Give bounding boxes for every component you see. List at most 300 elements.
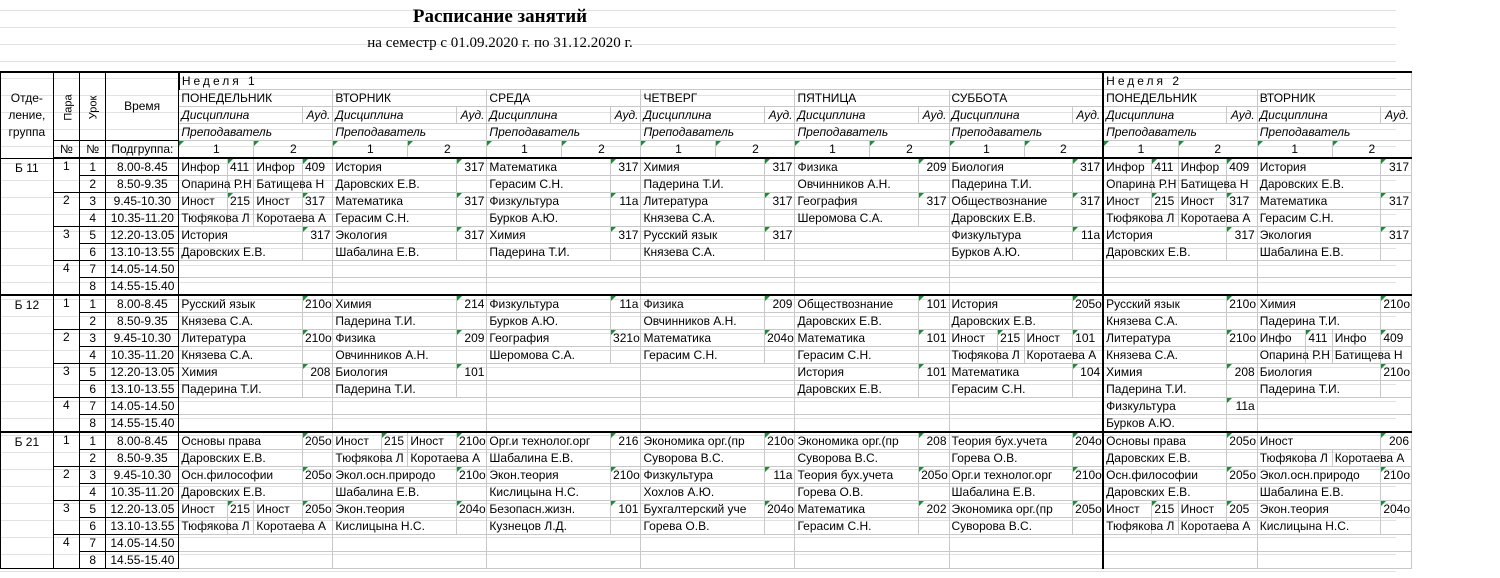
empty-cell[interactable] — [641, 398, 795, 415]
room-cell[interactable]: 317 — [765, 193, 795, 210]
subject-cell[interactable]: Даровских Е.В. — [1103, 484, 1227, 501]
room-cell[interactable]: 215 — [1152, 193, 1178, 210]
teacher-caption[interactable]: Преподаватель — [1103, 124, 1257, 141]
room-cell[interactable]: 101 — [919, 330, 949, 347]
subject-cell[interactable]: Экономика орг.(пр — [641, 432, 765, 450]
para-number[interactable]: 2 — [53, 193, 79, 227]
room-cell[interactable]: 204о — [1073, 432, 1104, 450]
subgroup-2[interactable]: 2 — [408, 141, 487, 159]
room-cell[interactable]: 11а — [765, 467, 795, 484]
subject-cell[interactable]: Физкультура — [1103, 398, 1227, 415]
subject-cell[interactable]: Инфор — [254, 158, 303, 176]
day-header[interactable]: СРЕДА — [487, 90, 641, 107]
empty-cell[interactable] — [641, 552, 795, 569]
discipline-caption[interactable]: Дисциплина — [949, 107, 1073, 124]
subject-cell[interactable]: Падерина Т.И. — [333, 313, 457, 330]
empty-cell[interactable] — [795, 261, 949, 278]
room-cell[interactable] — [302, 244, 332, 261]
subgroup-1[interactable]: 1 — [949, 141, 1024, 159]
subject-cell[interactable]: Теория бух.учета — [949, 432, 1073, 450]
room-cell[interactable] — [1227, 450, 1257, 467]
subject-cell[interactable]: История — [795, 364, 919, 381]
lesson-number[interactable]: 7 — [80, 261, 106, 278]
subject-cell[interactable]: Физика — [641, 295, 765, 313]
aud-caption[interactable]: Ауд. — [457, 107, 487, 124]
subject-cell[interactable]: Батищева Н — [1332, 347, 1381, 364]
subject-cell[interactable]: Тюфякова Л — [179, 518, 228, 535]
subject-cell[interactable]: Коротаева А — [1024, 347, 1073, 364]
subject-cell[interactable]: Безопасн.жизн. — [487, 501, 611, 518]
room-cell[interactable]: 101 — [1073, 330, 1104, 347]
empty-cell[interactable] — [1103, 535, 1257, 552]
room-cell[interactable]: 411 — [1152, 158, 1178, 176]
subject-cell[interactable]: Падерина Т.И. — [1257, 313, 1381, 330]
room-cell[interactable] — [765, 244, 795, 261]
empty-cell[interactable] — [487, 552, 641, 569]
subject-cell[interactable]: Тюфякова Л — [949, 347, 998, 364]
room-cell[interactable] — [765, 484, 795, 501]
subject-cell[interactable]: Математика — [949, 364, 1073, 381]
aud-caption[interactable]: Ауд. — [1073, 107, 1104, 124]
dept-header[interactable]: Отде- ление, группа — [1, 72, 54, 158]
subject-cell[interactable]: Иност — [408, 432, 457, 450]
lesson-time[interactable]: 14.05-14.50 — [106, 535, 179, 552]
subject-cell[interactable]: Даровских Е.В. — [795, 381, 919, 398]
aud-caption[interactable]: Ауд. — [302, 107, 332, 124]
room-cell[interactable]: 216 — [611, 432, 641, 450]
subgroup-1[interactable]: 1 — [487, 141, 562, 159]
room-cell[interactable] — [611, 450, 641, 467]
room-cell[interactable] — [1381, 313, 1412, 330]
room-cell[interactable]: 101 — [919, 295, 949, 313]
room-cell[interactable] — [611, 244, 641, 261]
subject-cell[interactable]: Математика — [487, 158, 611, 176]
empty-cell[interactable] — [795, 278, 949, 296]
room-cell[interactable]: 11а — [611, 193, 641, 210]
room-cell[interactable] — [1073, 176, 1104, 193]
room-cell[interactable]: 11а — [1073, 227, 1104, 244]
lesson-number[interactable]: 7 — [80, 398, 106, 415]
subject-cell[interactable]: Экономика орг.(пр — [949, 501, 1073, 518]
subject-cell[interactable]: Бухгалтерский уче — [641, 501, 765, 518]
lesson-time[interactable]: 13.10-13.55 — [106, 244, 179, 261]
lesson-time[interactable]: 13.10-13.55 — [106, 381, 179, 398]
lesson-number[interactable]: 8 — [80, 552, 106, 569]
subject-cell[interactable]: Русский язык — [641, 227, 765, 244]
room-cell[interactable]: 317 — [457, 193, 487, 210]
subject-cell[interactable]: Физика — [795, 158, 919, 176]
subject-cell[interactable]: Кислицына Н.С. — [333, 518, 457, 535]
lesson-time[interactable]: 10.35-11.20 — [106, 210, 179, 227]
subject-cell[interactable]: Орг.и технолог.орг — [949, 467, 1073, 484]
subject-cell[interactable]: Химия — [179, 364, 303, 381]
subject-cell[interactable]: Инфо — [1332, 330, 1381, 347]
room-cell[interactable] — [765, 210, 795, 227]
subject-cell[interactable]: Экология — [1257, 227, 1381, 244]
subject-cell[interactable]: История — [949, 295, 1073, 313]
room-cell[interactable]: 205о — [302, 501, 332, 518]
discipline-caption[interactable]: Дисциплина — [795, 107, 919, 124]
subject-cell[interactable]: Математика — [795, 501, 919, 518]
lesson-time[interactable]: 9.45-10.30 — [106, 330, 179, 347]
room-cell[interactable] — [302, 381, 332, 398]
subject-cell[interactable]: Тюфякова Л — [1103, 518, 1152, 535]
room-cell[interactable]: 209 — [457, 330, 487, 347]
subject-cell[interactable]: Биология — [949, 158, 1073, 176]
subject-cell[interactable]: Падерина Т.И. — [1257, 381, 1381, 398]
room-cell[interactable]: 204о — [1381, 501, 1412, 518]
subject-cell[interactable]: Математика — [641, 330, 765, 347]
room-cell[interactable] — [611, 347, 641, 364]
room-cell[interactable]: 215 — [382, 432, 408, 450]
room-cell[interactable]: 210о — [1227, 330, 1257, 347]
room-cell[interactable]: 205о — [919, 467, 949, 484]
subgroup-2[interactable]: 2 — [562, 141, 641, 159]
room-cell[interactable] — [919, 484, 949, 501]
subgroup-2[interactable]: 2 — [716, 141, 795, 159]
lesson-number[interactable]: 1 — [80, 295, 106, 313]
discipline-caption[interactable]: Дисциплина — [1257, 107, 1381, 124]
room-cell[interactable]: 210о — [1381, 364, 1412, 381]
room-cell[interactable] — [611, 313, 641, 330]
subject-cell[interactable]: Опарина Р.Н — [1257, 347, 1306, 364]
subject-cell[interactable]: Коротаева А — [408, 450, 457, 467]
subject-cell[interactable]: Герасим С.Н. — [795, 347, 919, 364]
subgroup-1[interactable]: 1 — [641, 141, 716, 159]
lesson-time[interactable]: 13.10-13.55 — [106, 518, 179, 535]
subject-cell[interactable]: Герасим С.Н. — [641, 347, 765, 364]
empty-cell[interactable] — [949, 535, 1103, 552]
subject-cell[interactable]: Экономика орг.(пр — [795, 432, 919, 450]
empty-cell[interactable] — [795, 415, 949, 433]
para-number[interactable]: 2 — [53, 330, 79, 364]
subject-cell[interactable]: Даровских Е.В. — [1257, 176, 1381, 193]
subgroup-2[interactable]: 2 — [1178, 141, 1257, 159]
room-cell[interactable]: 317 — [1227, 193, 1257, 210]
lesson-time[interactable]: 14.05-14.50 — [106, 398, 179, 415]
room-cell[interactable]: 204о — [765, 330, 795, 347]
subject-cell[interactable]: Тюфякова Л — [1103, 210, 1152, 227]
room-cell[interactable] — [457, 313, 487, 330]
subject-cell[interactable]: Экол.осн.природо — [333, 467, 457, 484]
room-cell[interactable] — [302, 313, 332, 330]
discipline-caption[interactable]: Дисциплина — [487, 107, 611, 124]
room-cell[interactable] — [765, 313, 795, 330]
subgroup-2[interactable]: 2 — [1332, 141, 1411, 159]
empty-cell[interactable] — [487, 364, 641, 381]
subject-cell[interactable]: Шабалина Е.В. — [333, 484, 457, 501]
subject-cell[interactable]: Иност — [254, 193, 303, 210]
room-cell[interactable] — [1381, 244, 1412, 261]
empty-cell[interactable] — [795, 227, 949, 244]
teacher-caption[interactable]: Преподаватель — [179, 124, 333, 141]
subject-cell[interactable]: Иност — [1103, 501, 1152, 518]
subject-cell[interactable]: Инфор — [1178, 158, 1227, 176]
subject-cell[interactable]: Падерина Т.И. — [1103, 381, 1227, 398]
room-cell[interactable]: 215 — [228, 193, 254, 210]
room-cell[interactable]: 206 — [1381, 432, 1412, 450]
room-cell[interactable] — [611, 518, 641, 535]
empty-cell[interactable] — [641, 364, 795, 381]
subject-cell[interactable]: Основы права — [179, 432, 303, 450]
subject-cell[interactable]: История — [1103, 227, 1227, 244]
subject-cell[interactable]: Обществознание — [949, 193, 1073, 210]
room-cell[interactable]: 210о — [302, 295, 332, 313]
lesson-number[interactable]: 8 — [80, 278, 106, 296]
subgroup-2[interactable]: 2 — [254, 141, 333, 159]
subject-cell[interactable]: Опарина Р.Н — [1103, 176, 1152, 193]
subject-cell[interactable]: Даровских Е.В. — [333, 176, 457, 193]
empty-cell[interactable] — [179, 535, 333, 552]
room-cell[interactable] — [1227, 415, 1257, 433]
subject-cell[interactable]: Овчинников А.Н. — [641, 313, 765, 330]
room-cell[interactable] — [1227, 313, 1257, 330]
room-cell[interactable]: 205о — [302, 467, 332, 484]
subject-cell[interactable]: Экон.теория — [487, 467, 611, 484]
subject-cell[interactable]: Кузнецов Л.Д. — [487, 518, 611, 535]
subject-cell[interactable]: Иност — [1103, 193, 1152, 210]
subject-cell[interactable]: Даровских Е.В. — [949, 313, 1073, 330]
room-cell[interactable] — [1073, 210, 1104, 227]
room-cell[interactable]: 317 — [611, 227, 641, 244]
room-cell[interactable]: 215 — [1152, 501, 1178, 518]
week-header[interactable]: Неделя 2 — [1103, 72, 1411, 90]
empty-cell[interactable] — [333, 398, 487, 415]
time-header[interactable]: Время — [106, 72, 179, 141]
room-cell[interactable] — [765, 347, 795, 364]
room-cell[interactable]: 317 — [457, 158, 487, 176]
subject-cell[interactable]: Химия — [1257, 295, 1381, 313]
subject-cell[interactable]: Горева О.В. — [949, 450, 1073, 467]
room-cell[interactable]: 317 — [457, 227, 487, 244]
empty-cell[interactable] — [949, 261, 1103, 278]
aud-caption[interactable]: Ауд. — [1381, 107, 1412, 124]
empty-cell[interactable] — [1257, 261, 1411, 278]
room-cell[interactable]: 210о — [457, 432, 487, 450]
lesson-number[interactable]: 4 — [80, 210, 106, 227]
lesson-time[interactable]: 8.00-8.45 — [106, 432, 179, 450]
subject-cell[interactable]: Герасим С.Н. — [487, 176, 611, 193]
room-cell[interactable] — [302, 484, 332, 501]
lesson-time[interactable]: 8.50-9.35 — [106, 176, 179, 193]
subject-cell[interactable]: Биология — [1257, 364, 1381, 381]
room-cell[interactable]: 215 — [998, 330, 1024, 347]
subject-cell[interactable]: Суворова В.С. — [795, 450, 919, 467]
room-cell[interactable]: 11а — [611, 295, 641, 313]
empty-cell[interactable] — [333, 552, 487, 569]
empty-cell[interactable] — [1103, 552, 1257, 569]
day-header[interactable]: ПЯТНИЦА — [795, 90, 949, 107]
empty-cell[interactable] — [949, 552, 1103, 569]
room-cell[interactable] — [1381, 176, 1412, 193]
subject-cell[interactable]: Иност — [254, 501, 303, 518]
subject-cell[interactable]: Опарина Р.Н — [179, 176, 228, 193]
room-cell[interactable] — [1227, 244, 1257, 261]
para-number[interactable]: 4 — [53, 398, 79, 433]
empty-cell[interactable] — [179, 415, 333, 433]
room-cell[interactable]: 317 — [1381, 227, 1412, 244]
para-number[interactable]: 3 — [53, 501, 79, 535]
room-cell[interactable] — [1073, 484, 1104, 501]
subject-cell[interactable]: Батищева Н — [1178, 176, 1227, 193]
subject-cell[interactable]: Бурков А.Ю. — [949, 244, 1073, 261]
subject-cell[interactable]: Овчинников А.Н. — [795, 176, 919, 193]
subject-cell[interactable]: Коротаева А — [1178, 518, 1227, 535]
room-cell[interactable]: 210о — [1227, 295, 1257, 313]
subgroup-label[interactable]: Подгруппа: — [106, 141, 179, 159]
subject-cell[interactable]: Иност — [1178, 193, 1227, 210]
subject-cell[interactable]: Князева С.А. — [641, 244, 765, 261]
subject-cell[interactable]: Бурков А.Ю. — [487, 210, 611, 227]
subject-cell[interactable]: Даровских Е.В. — [179, 244, 303, 261]
subject-cell[interactable]: Шабалина Е.В. — [333, 244, 457, 261]
discipline-caption[interactable]: Дисциплина — [1103, 107, 1227, 124]
empty-cell[interactable] — [179, 261, 333, 278]
subject-cell[interactable]: Экон.теория — [333, 501, 457, 518]
subject-cell[interactable]: Химия — [333, 295, 457, 313]
subject-cell[interactable]: Князева С.А. — [641, 210, 765, 227]
empty-cell[interactable] — [1257, 552, 1411, 569]
lesson-time[interactable]: 14.05-14.50 — [106, 261, 179, 278]
subgroup-1[interactable]: 1 — [1257, 141, 1332, 159]
subject-cell[interactable]: Экология — [333, 227, 457, 244]
lesson-number[interactable]: 3 — [80, 330, 106, 347]
subject-cell[interactable]: Даровских Е.В. — [1103, 244, 1227, 261]
subject-cell[interactable]: Падерина Т.И. — [949, 176, 1073, 193]
room-cell[interactable]: 317 — [765, 227, 795, 244]
aud-caption[interactable]: Ауд. — [765, 107, 795, 124]
empty-cell[interactable] — [487, 415, 641, 433]
lesson-time[interactable]: 12.20-13.05 — [106, 227, 179, 244]
subject-cell[interactable]: Даровских Е.В. — [1103, 450, 1227, 467]
day-header[interactable]: ПОНЕДЕЛЬНИК — [179, 90, 333, 107]
subject-cell[interactable]: Шабалина Е.В. — [1257, 484, 1381, 501]
room-cell[interactable] — [457, 381, 487, 398]
empty-cell[interactable] — [641, 535, 795, 552]
room-cell[interactable] — [919, 518, 949, 535]
empty-cell[interactable] — [487, 535, 641, 552]
empty-cell[interactable] — [179, 278, 333, 296]
lesson-number[interactable]: 3 — [80, 467, 106, 484]
subject-cell[interactable]: Физкультура — [487, 193, 611, 210]
aud-caption[interactable]: Ауд. — [919, 107, 949, 124]
subject-cell[interactable]: Шеромова С.А. — [487, 347, 611, 364]
subject-cell[interactable]: Инфор — [179, 158, 228, 176]
subject-cell[interactable]: Суворова В.С. — [949, 518, 1073, 535]
teacher-caption[interactable]: Преподаватель — [795, 124, 949, 141]
discipline-caption[interactable]: Дисциплина — [179, 107, 303, 124]
room-cell[interactable]: 208 — [302, 364, 332, 381]
lesson-number[interactable]: 2 — [80, 176, 106, 193]
subject-cell[interactable]: Коротаева А — [1178, 210, 1227, 227]
room-cell[interactable]: 210о — [302, 330, 332, 347]
room-cell[interactable] — [919, 313, 949, 330]
subject-cell[interactable]: Падерина Т.И. — [179, 381, 303, 398]
room-cell[interactable]: 214 — [457, 295, 487, 313]
subject-cell[interactable]: Физкультура — [949, 227, 1073, 244]
subject-cell[interactable]: Падерина Т.И. — [641, 176, 765, 193]
room-cell[interactable] — [611, 176, 641, 193]
empty-cell[interactable] — [641, 415, 795, 433]
room-cell[interactable] — [1381, 518, 1412, 535]
subject-cell[interactable]: Князева С.А. — [1103, 347, 1227, 364]
subject-cell[interactable]: Орг.и технолог.орг — [487, 432, 611, 450]
subject-cell[interactable]: Литература — [179, 330, 303, 347]
room-cell[interactable] — [611, 210, 641, 227]
room-cell[interactable]: 205о — [1227, 467, 1257, 484]
room-cell[interactable]: 205о — [1073, 295, 1104, 313]
subject-cell[interactable]: Герасим С.Н. — [1257, 210, 1381, 227]
teacher-caption[interactable]: Преподаватель — [333, 124, 487, 141]
lesson-number[interactable]: 6 — [80, 381, 106, 398]
lesson-time[interactable]: 8.00-8.45 — [106, 158, 179, 176]
subject-cell[interactable]: Физкультура — [487, 295, 611, 313]
day-header[interactable]: СУББОТА — [949, 90, 1103, 107]
room-cell[interactable]: 101 — [919, 364, 949, 381]
room-cell[interactable] — [765, 518, 795, 535]
empty-cell[interactable] — [333, 535, 487, 552]
subject-cell[interactable]: Русский язык — [1103, 295, 1227, 313]
day-header[interactable]: ВТОРНИК — [1257, 90, 1411, 107]
empty-cell[interactable] — [1103, 261, 1257, 278]
room-cell[interactable]: 208 — [1227, 364, 1257, 381]
para-number[interactable]: 4 — [53, 535, 79, 569]
empty-cell[interactable] — [949, 415, 1103, 433]
room-cell[interactable] — [1381, 210, 1412, 227]
day-header[interactable]: ЧЕТВЕРГ — [641, 90, 795, 107]
empty-cell[interactable] — [333, 261, 487, 278]
lesson-number[interactable]: 8 — [80, 415, 106, 433]
lesson-time[interactable]: 12.20-13.05 — [106, 501, 179, 518]
group-name[interactable]: Б 12 — [1, 295, 54, 432]
room-cell[interactable]: 205о — [1073, 501, 1104, 518]
subject-cell[interactable]: Математика — [1257, 193, 1381, 210]
lesson-number[interactable]: 6 — [80, 244, 106, 261]
empty-cell[interactable] — [333, 278, 487, 296]
room-cell[interactable]: 210о — [457, 467, 487, 484]
subject-cell[interactable]: Хохлов А.Ю. — [641, 484, 765, 501]
day-header[interactable]: ВТОРНИК — [333, 90, 487, 107]
empty-cell[interactable] — [487, 278, 641, 296]
subject-cell[interactable]: Инфор — [1103, 158, 1152, 176]
subject-cell[interactable]: Шабалина Е.В. — [487, 450, 611, 467]
subject-cell[interactable]: Экон.теория — [1257, 501, 1381, 518]
subgroup-1[interactable]: 1 — [1103, 141, 1178, 159]
subject-cell[interactable]: Литература — [1103, 330, 1227, 347]
room-cell[interactable]: 317 — [1227, 227, 1257, 244]
room-cell[interactable] — [1227, 381, 1257, 398]
subject-cell[interactable]: Даровских Е.В. — [949, 210, 1073, 227]
room-cell[interactable]: 204о — [457, 501, 487, 518]
room-cell[interactable] — [919, 347, 949, 364]
subject-cell[interactable]: Тюфякова Л — [333, 450, 382, 467]
week-header[interactable]: Неделя 1 — [179, 72, 1103, 90]
lesson-time[interactable]: 8.50-9.35 — [106, 450, 179, 467]
subject-cell[interactable]: Химия — [1103, 364, 1227, 381]
room-cell[interactable]: 204о — [765, 501, 795, 518]
lesson-number[interactable]: 1 — [80, 432, 106, 450]
room-cell[interactable]: 317 — [302, 193, 332, 210]
room-cell[interactable]: 205о — [302, 432, 332, 450]
subgroup-1[interactable]: 1 — [795, 141, 870, 159]
lesson-time[interactable]: 14.55-15.40 — [106, 415, 179, 433]
room-cell[interactable] — [1227, 484, 1257, 501]
empty-cell[interactable] — [179, 552, 333, 569]
subject-cell[interactable]: Шабалина Е.В. — [949, 484, 1073, 501]
para-number[interactable]: 3 — [53, 364, 79, 398]
lesson-time[interactable]: 10.35-11.20 — [106, 347, 179, 364]
room-cell[interactable] — [457, 210, 487, 227]
